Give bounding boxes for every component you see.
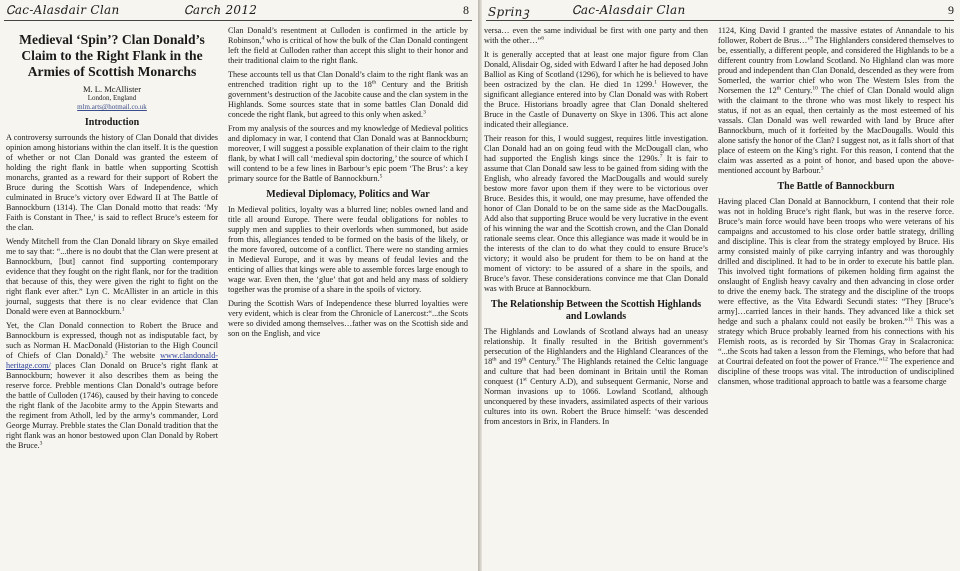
paragraph: During the Scottish Wars of Independence these blurred loyalties were very evident, which is clear from the Chronicle of Lanercost:“...the Scots were so divided among themselves…father was on the Scottish side and son on the English, and vice xyxy=(228,299,468,338)
footnote-ref: 1 xyxy=(654,79,657,86)
footnote-ref: 11 xyxy=(907,316,914,323)
right-page-number: 9 xyxy=(948,3,954,17)
footnote-ref: 4 xyxy=(261,35,265,42)
paragraph: 1124, King David I granted the massive estates of Annandale to his follower, Robert de Brus…’$^9$ The Highlanders considered themselves to be, essentially, a different people, and considered the Highlands to be a different country from Lowland Scotland. No Highland clan was more proud and independent than Clan Donald, descended as they were from Somerled, the warrior chief who won The Western Isles from the Norsemen the 12th Century.$^{10}$ The chief of Clan Donald would align with the claimant to the throne who was most likely to respect his status, if not as an equal, then certainly as the most esteemed of his vassals. Clan Donald was well rewarded with land by Bruce after Bannockburn, much of it forfeited by the MacDougalls. Would this alone satisfy the honor of the Clan? I suggest not, as it falls short of that place of esteem on the King’s right. For this reason, I contend that the claim was asserted as a point of honor, and based upon the above-mentioned account by Barbour.$^5$ xyxy=(718,26,955,175)
left-header-journal: Ꮯac-Alasdair Clan xyxy=(6,3,120,17)
right-header-journal: Ꮯac-Alasdair Clan xyxy=(572,3,686,17)
paragraph: From my analysis of the sources and my knowledge of Medieval politics and diplomacy in war, I contend that Clan Donald was at Bannockburn; moreover, I will suggest a possible explanation of their claim to the right flank, by what I will call ‘medieval spin doctoring,’ the source of which I will contend to be a few lines in Barbour’s epic poem ‘The Brus’: a key primary source for the Battle of Bannockburn.$^5$ xyxy=(228,124,468,183)
paragraph: Clan Donald’s resentment at Culloden is confirmed in the article by Robinson,$^4$ who is critical of how the bulk of the Clan Donald contingent left the field at Culloden rather than accept this slight to their honor and their traditional claim to the right flank. xyxy=(228,26,468,65)
footnote-ref: 3 xyxy=(39,440,43,447)
footnote-ref: 10 xyxy=(812,85,818,92)
paragraph: The Highlands and Lowlands of Scotland always had an uneasy relationship. It finally resulted in the British government’s persecution of the Highlanders and the Highland Clearances of the 18th and 19th Century.$^8$ The Highlands retained the Celtic language and culture that had been dominant in Britain until the Roman conquest (1st Century A.D), and subsequent Germanic, Norse and Norman invasions up to 1066. Lowland Scotland, although unconquered by these invaders, assimilated aspects of their various cultures into its own. Robert the Bruce himself: ‘was descended from ancestors in Brix, in Flanders. In xyxy=(484,327,708,426)
left-page xyxy=(0,0,478,571)
paragraph: It is generally accepted that at least one major figure from Clan Donald, Alisdair Og, sided with Edward I after he had deposed John Balliol as King of Scotland (1296), for which he is believed to have been ostracized by the clan. He died 1n 1299.$^1$ However, the significant allegiance entered into by Clan Donald was with Robert the Bruce. Historians broadly agree that Clan Donald sheltered Bruce in the Castle of Dunaverty on Skye in 1306. This act alone indicated their allegiance. xyxy=(484,50,708,129)
paragraph: versa… even the same individual be first with one party and then with the other…”$^6$ xyxy=(484,26,708,45)
paragraph: Having placed Clan Donald at Bannockburn, I contend that their role was not in holding Bruce’s right flank, but was in the reserve force. Bruce’s main force would have been troops who were veterans of his campaigns and accustomed to his close order battle strategy, drilling and discipline. This is clear from the strategy employed by Bruce. His army consisted mainly of pike carrying infantry and was thoroughly drilled and disciplined. It had to be in order to execute his battle plan. This involved tight formations of pikemen holding firm against the onslaught of English heavy cavalry and then advancing in close order to drive the enemy back. The strategy and the discipline of the troops were effective, as the Vita Edwardi Secundi states: “They [Bruce’s army]…carried lances in their hands. They advanced like a thick set hedge and such a phalanx could not easily be broken.”$^{11}$ This was a strategy which Bruce probably learned from his connections with his Flemish roots, as is recorded by Sir Thomas Gray in Scalacronica: “...the Scots had taken a lesson from the Flemings, who before that had at Courtrai defeated on foot the power of France.”$^{12}$ The experience and discipline of these troops was vital. The introduction of undisciplined clansmen, whose traditional approach to battle was a fearsome charge xyxy=(718,197,955,386)
paragraph: Yet, the Clan Donald connection to Robert the Bruce and Bannockburn is expressed, though not as indisputable fact, by such as Norman H. MacDonald (Historian to the High Council of Chiefs of Clan Donald).$^2$ The website www.clandonald-heritage.com/ places Clan Donald on Bruce’s right flank at Bannockburn; however it also describes them as being the reserve force. Prebble mentions Clan Donald’s outrage before the battle of Culloden (1746), caused by their having to concede the right flank of the Jacobite army to the Appin Stewarts and the regiment from Atholl, led by the army’s commander, Lord George Murray. Prebble states the Clan Donald tradition that the right flank was an honor bestowed upon Clan Donald by Robert the Bruce.$^3$ xyxy=(6,321,219,450)
footnote-ref: 6 xyxy=(541,35,545,42)
footnote-ref: 7 xyxy=(659,153,663,160)
paragraph: Wendy Mitchell from the Clan Donald library on Skye emailed me to say that: “...there is no doubt that the Clan were present at Bannockburn, [but] cannot find supporting contemporary evidence that they fought on the right flank, nor for the tradition that because of this, they were given the right to fight on the right flank ever after.” Lyn C. McAllister in an article in this journal, suggests that there is no clear evidence that Clan Donald were even at Bannockburn.$^1$ xyxy=(6,237,218,316)
clandonald-heritage-link[interactable]: www.clandonald-heritage.com/ xyxy=(6,351,219,370)
section-heading-highlands-lowlands: The Relationship Between the Scottish Highlands and Lowlands xyxy=(490,299,702,322)
section-heading-bannockburn: The Battle of Bannockburn xyxy=(777,181,895,192)
footnote-ref: 3 xyxy=(423,109,426,116)
article-location: London, England xyxy=(87,94,137,102)
paragraph: In Medieval politics, loyalty was a blurred line; nobles owned land and title all around Europe. There were feudal obligations for nobles to supply men and supplies to their overlords when summoned, but aside from this, allegiances tended to be formed on the basis of the likely, or the more favored, outcome of a conflict. There were no standing armies in Medieval Europe, and it was by means of feudal levies and the enticing of allies that kings were able to assemble forces large enough to wage war. Even then, the ‘glue’ that got and held any mass of soldiery together was the promise of a share in the spoils of victory. xyxy=(228,205,468,294)
section-heading-introduction: Introduction xyxy=(84,117,140,128)
article-title: Medieval ‘Spin’? Clan Donald’s Claim to the Right Flank in the Armies of Scottish Monarchs xyxy=(19,32,205,79)
article-author: M. L. McAllister xyxy=(82,84,142,94)
footnote-ref: 9 xyxy=(810,35,813,42)
right-header-season: Sprinꝫ xyxy=(488,5,530,19)
footnote-ref: 5 xyxy=(379,173,383,180)
paragraph: A controversy surrounds the history of Clan Donald that divides opinion among historians within the clan itself. It is the question of whether or not Clan Donald was granted the esteem of holding the right flank in battle when supporting Scottish monarchs, granted as a reward for their support of Robert the Bruce during the Scottish Wars of Independence, which culminated in Bruce’s victory over Edward II at The Battle of Bannockburn (1314). The Clan Donald motto that reads: ‘My Faith is Constant in Thee,’ is said to reflect Bruce’s esteem for the clan. xyxy=(6,133,218,232)
paragraph: Their reason for this, I would suggest, requires little investigation. Clan Donald had an on going feud with the McDougall clan, who had supported the English kings since the 1290s.$^7$ It is fair to assume that Clan Donald saw less to be gained from siding with the English, who already favored the MacDougalls and would surely bestow more favor upon them if they were to be victorious over Bruce. Besides this, it would, one may presume, have offended the honor of Clan Donald to be on the same side as the MacDougalls. Add also that supporting Bruce would be very lucrative in the event of his winning the war and the Scottish crown, and the Clan Donald rationale seems clear. Once this allegiance was made it would be in the interests of the clan to do what they could to ensure Bruce’s victory; it would also be prudent for them to be on hand at the moment of victory: to be assured of a share in the spoils, and Bruce’s favor. These considerations convince me that Clan Donald was with Bruce at Bannockburn. xyxy=(484,134,708,293)
footnote-ref: 5 xyxy=(820,165,824,172)
author-email-link[interactable]: mlm.arts@hotmail.co.uk xyxy=(77,103,147,111)
section-heading-medieval-diplomacy: Medieval Diplomacy, Politics and War xyxy=(266,189,430,200)
right-header-rule xyxy=(486,20,954,21)
left-header-rule xyxy=(4,20,472,21)
left-column-1 xyxy=(6,26,218,455)
footnote-ref: 12 xyxy=(882,356,888,363)
right-page xyxy=(482,0,960,571)
right-column-2 xyxy=(718,26,954,391)
footnote-ref: 2 xyxy=(105,350,108,357)
left-header-month: Ꮯarch 2012 xyxy=(184,3,258,17)
footnote-ref: 8 xyxy=(556,356,560,363)
paragraph: These accounts tell us that Clan Donald’s claim to the right flank was an entrenched tradition right up to the 18th Century and the British government’s destruction of the Jacobite cause and the clan system in the Highlands. Some sources state that in some battles Clan Donald did concede the right flank, but agreed to this only when asked.$^3$ xyxy=(228,70,468,119)
left-page-number: 8 xyxy=(463,3,469,17)
footnote-ref: 1 xyxy=(121,306,125,313)
left-column-2 xyxy=(228,26,468,343)
right-column-1 xyxy=(484,26,708,431)
